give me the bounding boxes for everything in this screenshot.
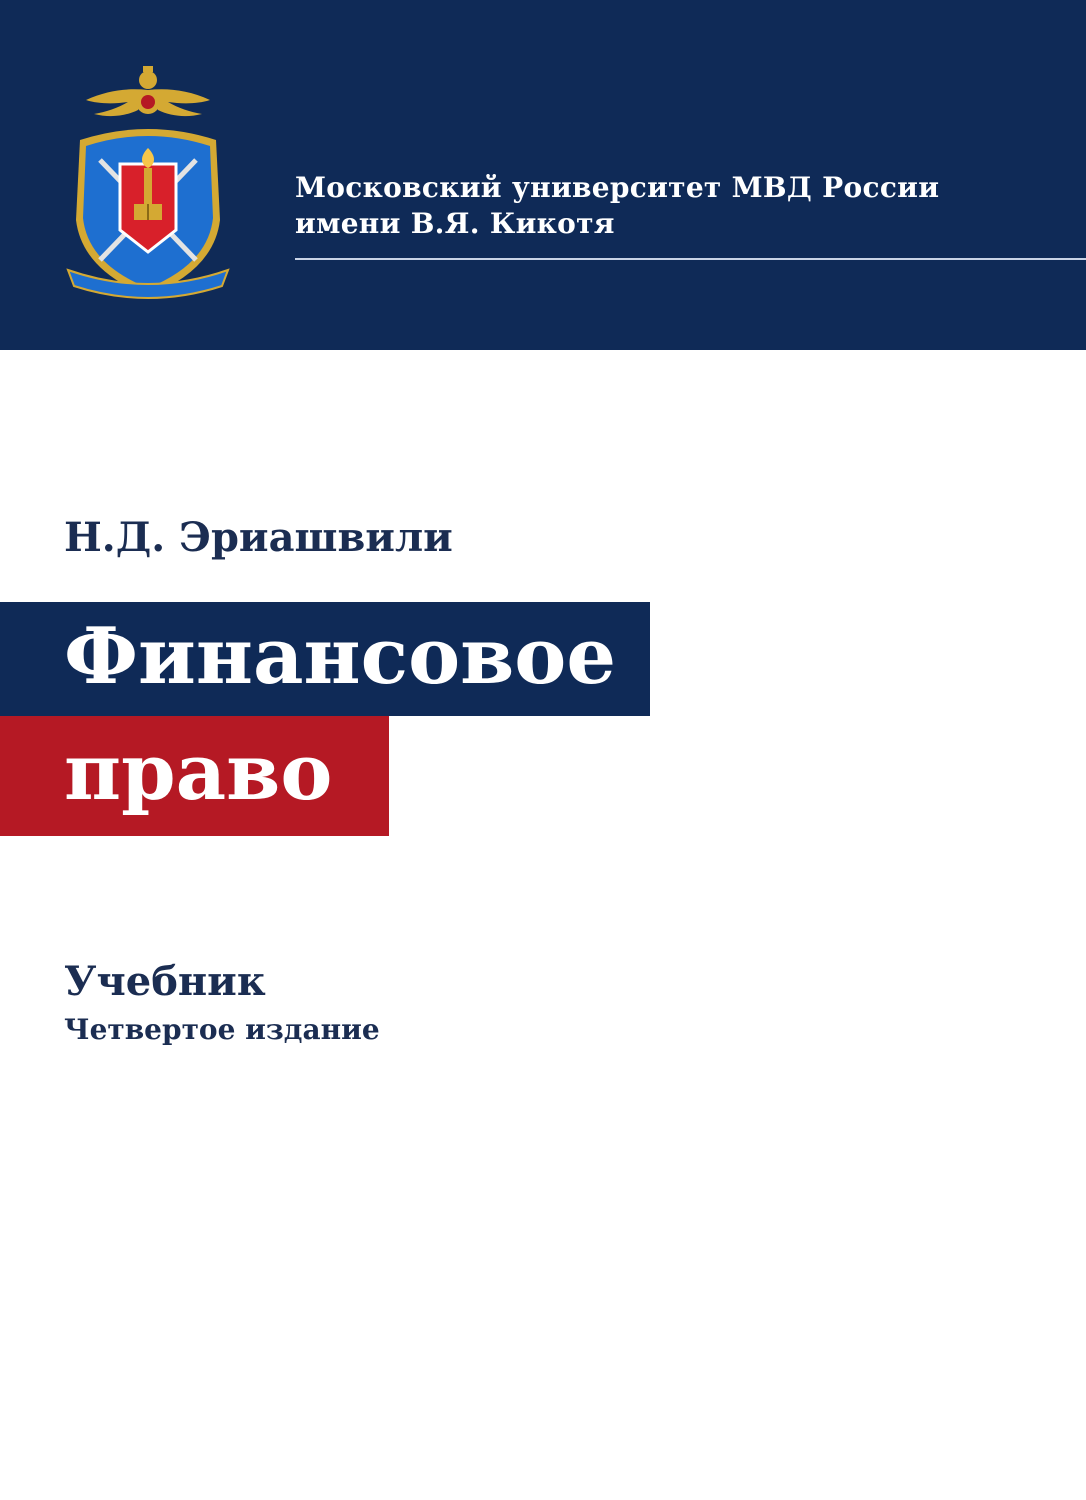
book-title-line-1: Финансовое: [64, 611, 616, 702]
document-type: Учебник: [64, 958, 266, 1005]
header-band: [0, 0, 1086, 350]
edition-label: Четвертое издание: [64, 1013, 380, 1046]
author-name: Н.Д. Эриашвили: [64, 514, 453, 561]
university-name: [295, 170, 1086, 242]
university-emblem-icon: [58, 60, 238, 308]
university-name-line-2: имени В.Я. Кикотя: [295, 207, 615, 240]
book-title-line-2: право: [64, 727, 333, 818]
header-divider: [295, 258, 1086, 260]
university-name-line-1: Московский университет МВД России: [295, 171, 940, 204]
